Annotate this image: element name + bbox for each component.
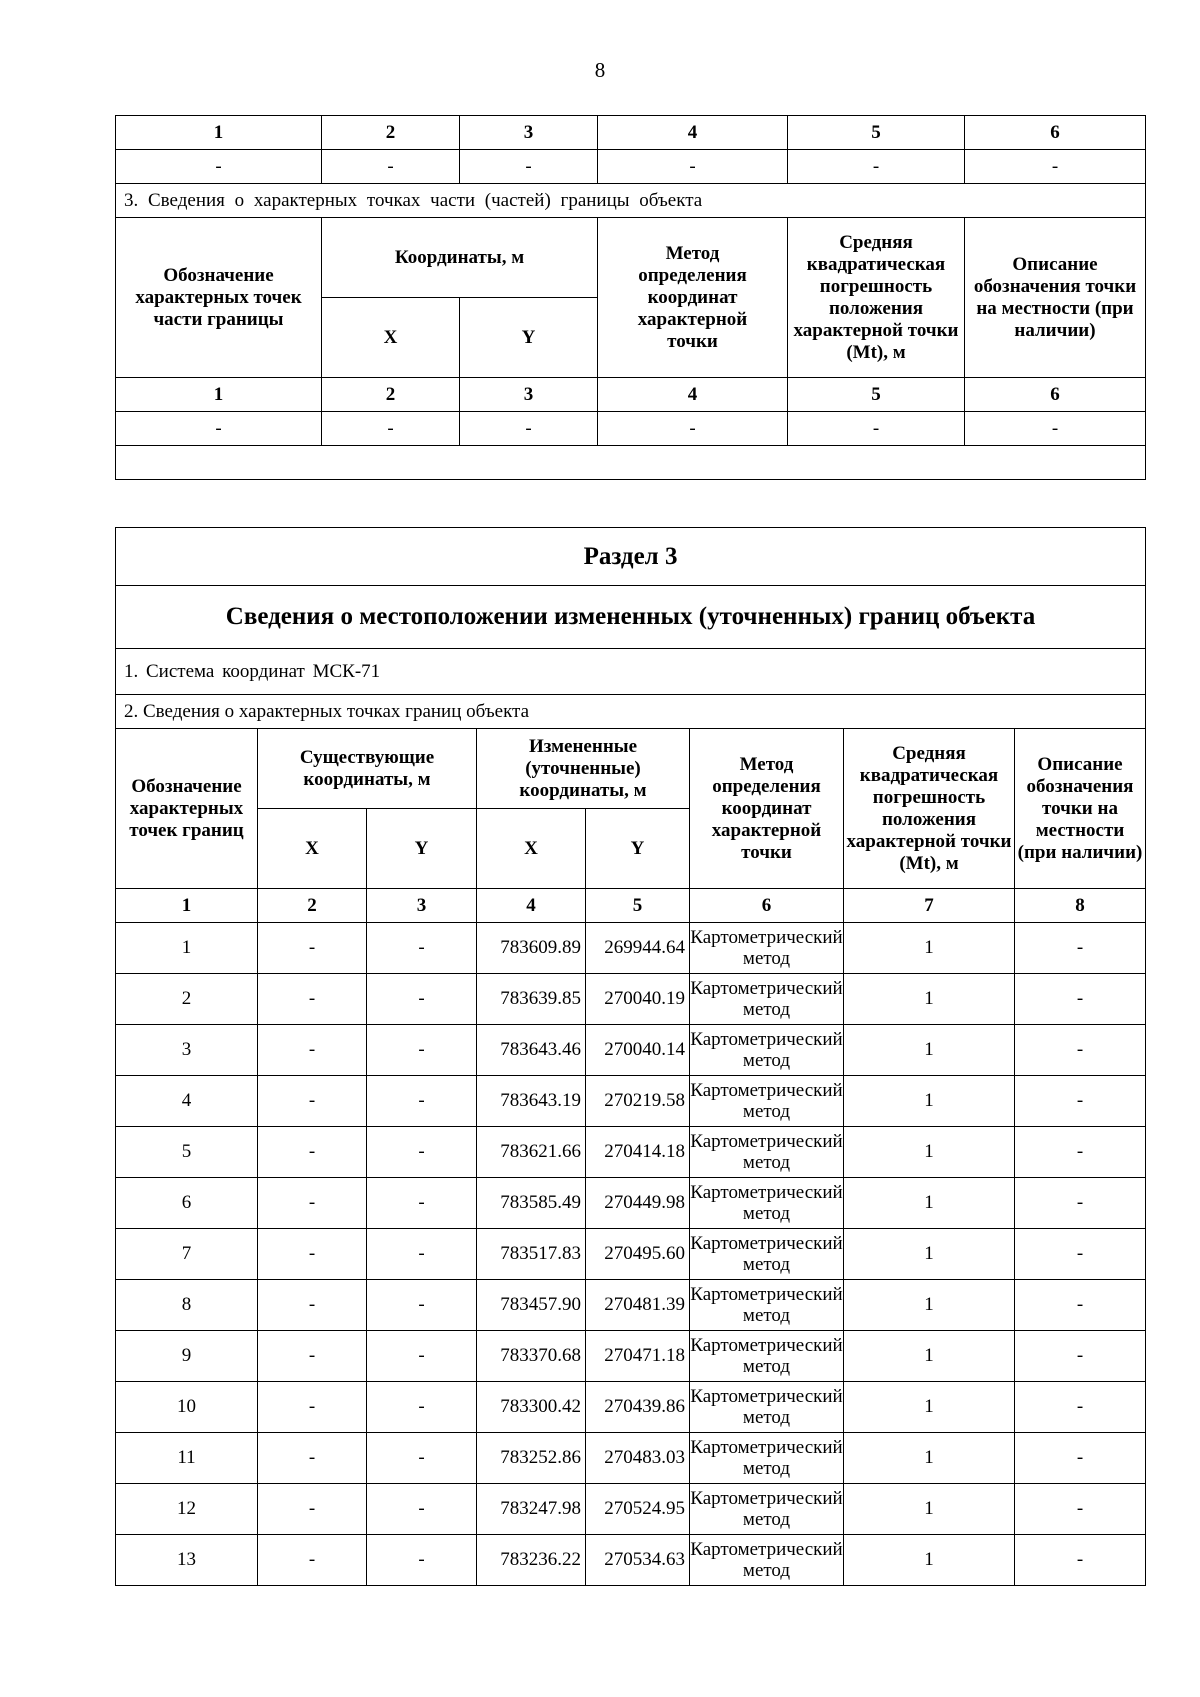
coord-system-label: 1. Система координат МСК-71 [116,649,1146,695]
table-cell: 13 [116,1535,258,1586]
table-cell: - [367,1382,477,1433]
col-description-header: Описание обозначения точки на местности (при наличии) [1015,729,1146,889]
table-cell: - [258,1127,367,1178]
table-cell: - [598,150,788,184]
table-cell: - [258,974,367,1025]
table-cell: - [1015,1433,1146,1484]
section3-table [115,527,1146,1586]
table-cell: 270040.19 [586,974,690,1025]
table-cell: - [116,150,322,184]
table-cell: - [1015,1280,1146,1331]
table-cell: - [460,412,598,446]
col-num: 3 [460,116,598,150]
col-num: 5 [586,889,690,923]
table-cell: - [1015,1535,1146,1586]
table-cell: Картометрический метод [690,1280,844,1331]
col-method-header: Метод определения координат характерной точки [598,218,788,378]
table-cell: 3 [116,1025,258,1076]
table-cell: - [258,1025,367,1076]
table-cell: - [258,1178,367,1229]
col-num: 4 [598,116,788,150]
table-cell: Картометрический метод [690,1331,844,1382]
table-cell: 1 [844,1178,1015,1229]
table-cell: Картометрический метод [690,1433,844,1484]
table-cell: - [598,412,788,446]
table-cell: Картометрический метод [690,1382,844,1433]
table-row [116,1280,1146,1331]
table-cell: 10 [116,1382,258,1433]
table-cell: 783639.85 [477,974,586,1025]
table-cell: 270534.63 [586,1535,690,1586]
table-cell: - [258,1484,367,1535]
col-num: 1 [116,889,258,923]
col-num: 3 [460,378,598,412]
table-cell: - [1015,1025,1146,1076]
table-cell: - [367,1076,477,1127]
table-cell: 1 [116,923,258,974]
table-cell: 270449.98 [586,1178,690,1229]
table-cell: - [788,412,965,446]
table-cell: 783300.42 [477,1382,586,1433]
table-row [116,1535,1146,1586]
table-cell: 270414.18 [586,1127,690,1178]
table-cell: - [258,1076,367,1127]
table-cell: Картометрический метод [690,923,844,974]
col-coords-header: Координаты, м [322,218,598,298]
table-cell: 7 [116,1229,258,1280]
table-cell: 783236.22 [477,1535,586,1586]
table-cell: - [1015,1382,1146,1433]
table-cell: Картометрический метод [690,1025,844,1076]
table-cell: Картометрический метод [690,974,844,1025]
col-y-existing-header: Y [367,809,477,889]
table-cell: 270524.95 [586,1484,690,1535]
characteristic-points-part-table [115,115,1146,480]
table-cell: 783247.98 [477,1484,586,1535]
col-designation-header: Обозначение характерных точек границ [116,729,258,889]
table-cell: 1 [844,1025,1015,1076]
table-cell: - [1015,923,1146,974]
table-cell: - [1015,1229,1146,1280]
table-row [116,1433,1146,1484]
table-row [116,1229,1146,1280]
col-changed-header: Измененные (уточненные) координаты, м [477,729,690,809]
table-cell: 1 [844,1127,1015,1178]
table-row [116,1025,1146,1076]
table-cell: 783517.83 [477,1229,586,1280]
table-cell: Картометрический метод [690,1178,844,1229]
table-cell: Картометрический метод [690,1229,844,1280]
col-description-header: Описание обозначения точки на местности (при наличии) [965,218,1146,378]
col-num: 2 [322,116,460,150]
table-cell: 1 [844,1076,1015,1127]
table-row [116,1382,1146,1433]
table-cell: - [367,1280,477,1331]
table-cell: 1 [844,1280,1015,1331]
table-cell: - [1015,1178,1146,1229]
table-row [116,1076,1146,1127]
table-row [116,974,1146,1025]
table-row [116,1331,1146,1382]
table-cell: - [258,1280,367,1331]
table-cell: 783252.86 [477,1433,586,1484]
table-cell: 270040.14 [586,1025,690,1076]
table-cell: - [1015,1076,1146,1127]
col-error-header: Средняя квадратическая погрешность положения характерной точки (Mt), м [844,729,1015,889]
table-cell: 270219.58 [586,1076,690,1127]
col-x-changed-header: X [477,809,586,889]
col-method-header: Метод определения координат характерной точки [690,729,844,889]
table-cell: 11 [116,1433,258,1484]
table-cell: 1 [844,1433,1015,1484]
col-num: 5 [788,116,965,150]
table-row [116,1127,1146,1178]
table-cell: - [367,1025,477,1076]
table-cell: 1 [844,974,1015,1025]
table-cell: - [367,974,477,1025]
section-title: Раздел 3 [116,528,1146,586]
table-cell: 783609.89 [477,923,586,974]
table-cell: 9 [116,1331,258,1382]
table-cell: - [367,1229,477,1280]
col-num: 6 [965,116,1146,150]
table-cell: - [965,412,1146,446]
table-cell: - [367,1484,477,1535]
table-cell: 783621.66 [477,1127,586,1178]
table-cell: - [1015,1331,1146,1382]
table-row [116,150,1146,184]
table-cell: - [258,1433,367,1484]
col-num: 6 [965,378,1146,412]
table-cell: 269944.64 [586,923,690,974]
table-cell: 783370.68 [477,1331,586,1382]
table-cell: 5 [116,1127,258,1178]
table-cell: 6 [116,1178,258,1229]
table-cell: 1 [844,923,1015,974]
table-cell: 1 [844,1331,1015,1382]
table-cell: Картометрический метод [690,1535,844,1586]
table-cell: 783643.46 [477,1025,586,1076]
col-x-header: X [322,298,460,378]
table-cell: - [1015,1127,1146,1178]
table-cell: - [460,150,598,184]
points-label: 2. Сведения о характерных точках границ объекта [116,695,1146,729]
table-cell: - [1015,974,1146,1025]
table-cell: 270481.39 [586,1280,690,1331]
col-y-changed-header: Y [586,809,690,889]
table-cell: 1 [844,1484,1015,1535]
table-row [116,1484,1146,1535]
col-existing-header: Существующие координаты, м [258,729,477,809]
col-num: 3 [367,889,477,923]
table-cell: - [258,1331,367,1382]
table-cell: 270439.86 [586,1382,690,1433]
table-cell: - [322,150,460,184]
table-cell: 1 [844,1229,1015,1280]
page-number: 8 [594,58,606,82]
table-cell: - [965,150,1146,184]
table-cell: 1 [844,1382,1015,1433]
col-num: 4 [477,889,586,923]
table-cell: - [116,412,322,446]
table-cell: - [258,1229,367,1280]
table-cell: 783457.90 [477,1280,586,1331]
table-cell: - [367,1178,477,1229]
table-cell: 4 [116,1076,258,1127]
col-num: 1 [116,116,322,150]
table-cell: - [367,1331,477,1382]
col-y-header: Y [460,298,598,378]
table-cell: - [322,412,460,446]
section-subtitle: Сведения о местоположении измененных (уточненных) границ объекта [116,586,1146,649]
col-num: 2 [258,889,367,923]
table-cell: - [367,923,477,974]
col-num: 4 [598,378,788,412]
table-cell: 783585.49 [477,1178,586,1229]
table-cell: Картометрический метод [690,1484,844,1535]
table-row [116,412,1146,446]
col-designation-header: Обозначение характерных точек части границы [116,218,322,378]
table-cell: - [258,923,367,974]
table-cell: - [367,1535,477,1586]
col-num: 5 [788,378,965,412]
col-num: 1 [116,378,322,412]
empty-row [116,446,1146,480]
table-cell: 1 [844,1535,1015,1586]
col-num: 2 [322,378,460,412]
header-number-row [116,116,1146,150]
table-cell: - [788,150,965,184]
table-cell: - [258,1535,367,1586]
table-cell: 783643.19 [477,1076,586,1127]
table-cell: 270483.03 [586,1433,690,1484]
table-cell: 270495.60 [586,1229,690,1280]
table-cell: - [367,1433,477,1484]
table-row [116,923,1146,974]
section-label: 3. Сведения о характерных точках части (частей) границы объекта [116,184,1146,218]
table-cell: - [1015,1484,1146,1535]
table-cell: 8 [116,1280,258,1331]
table-cell: 2 [116,974,258,1025]
table-cell: 12 [116,1484,258,1535]
table-cell: Картометрический метод [690,1076,844,1127]
table-cell: - [258,1382,367,1433]
col-error-header: Средняя квадратическая погрешность положения характерной точки (Mt), м [788,218,965,378]
table-cell: - [367,1127,477,1178]
col-num: 7 [844,889,1015,923]
col-x-existing-header: X [258,809,367,889]
col-num: 8 [1015,889,1146,923]
col-num: 6 [690,889,844,923]
table-cell: Картометрический метод [690,1127,844,1178]
table-cell: 270471.18 [586,1331,690,1382]
table-row [116,1178,1146,1229]
